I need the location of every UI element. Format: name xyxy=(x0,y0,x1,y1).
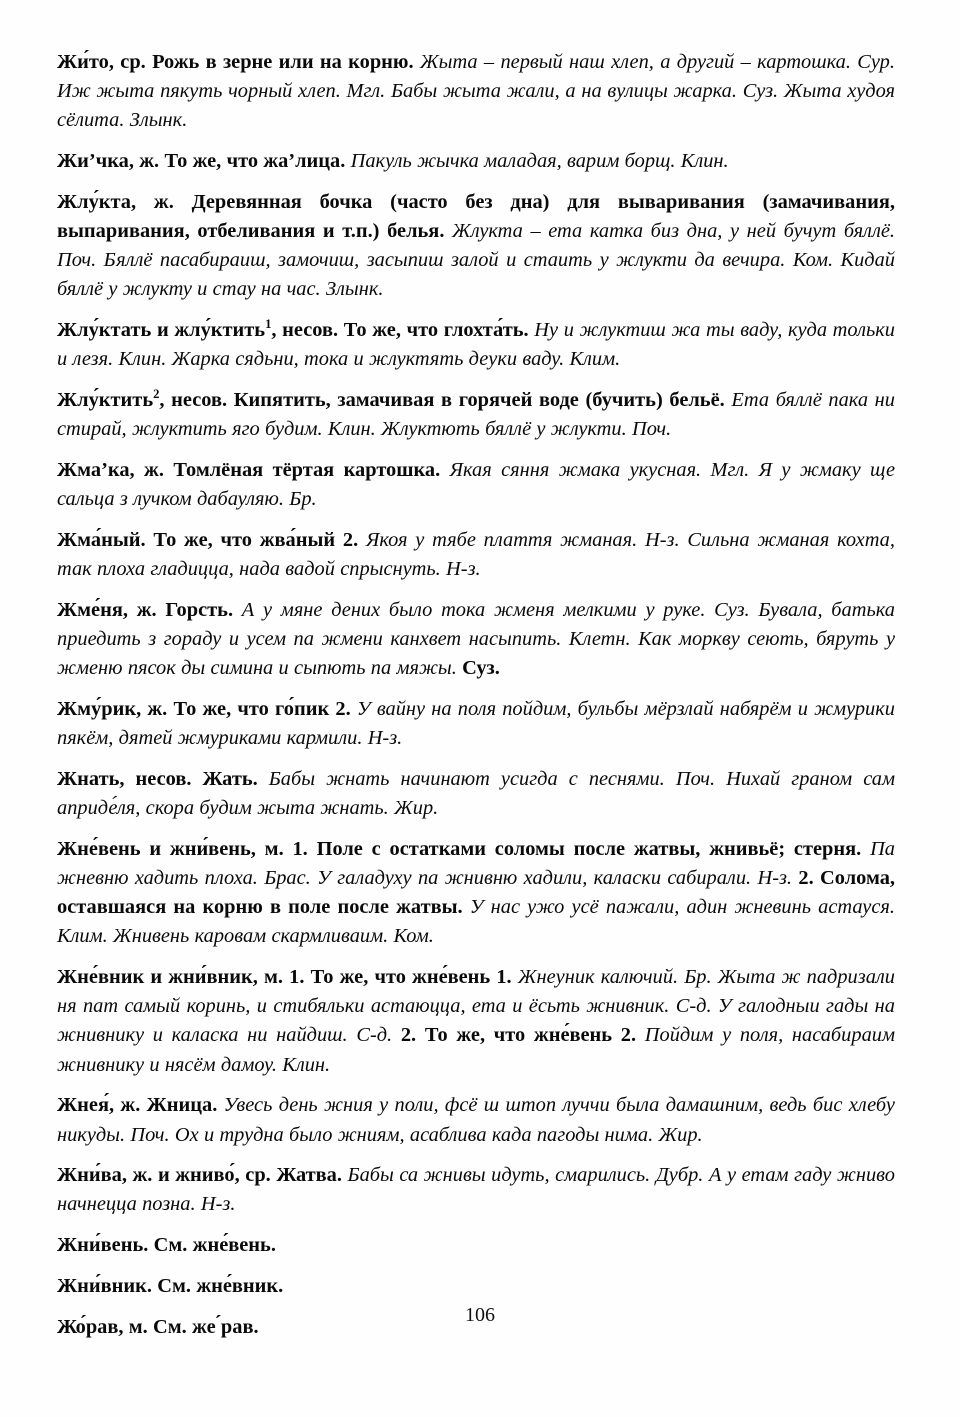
entry-definition: Горсть. xyxy=(165,598,234,621)
entry-headword: Жнать, несов. xyxy=(57,767,192,790)
entry-definition-sense-2: Солома, оставшаяся на корню в поле после жатвы. xyxy=(57,866,895,919)
dictionary-entry xyxy=(57,963,895,1080)
entry-headword: Жма’ка, ж. xyxy=(57,458,164,481)
dictionary-entry xyxy=(57,48,895,136)
entry-definition: Кипятить, замачивая в горячей воде (бучить) бельё. xyxy=(233,389,725,412)
dictionary-entry xyxy=(57,526,895,584)
entry-definition: Поле с остатками соломы после жатвы, жнивьё; стерня. xyxy=(316,837,862,860)
page-number: 106 xyxy=(465,1304,495,1326)
dictionary-entry xyxy=(57,765,895,823)
entry-definition: То же, что жа’лица. xyxy=(164,150,346,173)
entry-headword: Жни́ва, ж. и жниво́, ср. xyxy=(57,1164,271,1187)
entry-headword: Жни́вень. См. жне́вень. xyxy=(57,1234,276,1257)
dictionary-entry xyxy=(57,1091,895,1149)
entry-definition: Жница. xyxy=(146,1094,218,1117)
dictionary-entry xyxy=(57,1161,895,1219)
dictionary-entry xyxy=(57,456,895,514)
entry-citations: У вайну на поля пойдим, бульбы мёрзлай набярём и жмурики пякём, дятей жмуриками кармили. Н-з. xyxy=(57,697,895,750)
dictionary-entry xyxy=(57,316,895,374)
entry-definition: То же, что жне́вень 1. xyxy=(310,965,512,988)
entry-citations: Увесь день жния у поли, фсё ш штоп луччи была дамашним, ведь бис хлебу никуды. Поч. Ох и трудна было жниям, асаблива када пагоды нима. Жир. xyxy=(57,1094,895,1146)
dictionary-entry xyxy=(57,835,895,952)
entry-citations: Жнеуник калючий. Бр. Жыта ж падризали ня пат самый коринь, и стибяльки астаюцца, ета и ёсьть жнивник. С-д. У галодныи гады на жнивнику и каласка ни найдиш. С-д. xyxy=(57,965,895,1047)
entry-headword: Жне́вник и жни́вник, м. 1. xyxy=(57,965,305,988)
entry-citations: Ета бяллё пака ни стирай, жлуктить яго будим. Клин. Жлуктють бяллё у жлукти. Поч. xyxy=(57,389,895,441)
entry-definition: То же, что глохта́ть. xyxy=(343,319,529,342)
entry-headword-grammar: , несов. xyxy=(159,389,228,412)
dictionary-cross-reference xyxy=(57,1231,895,1260)
homograph-superscript: 2 xyxy=(153,387,160,402)
entry-headword: Жма́ный. xyxy=(57,528,146,551)
entry-headword-grammar: , несов. xyxy=(271,319,339,342)
entry-definition: То же, что го́пик 2. xyxy=(173,697,351,720)
entry-definition: Жатва. xyxy=(276,1164,342,1187)
entry-headword: Жи’чка, ж. xyxy=(57,150,160,173)
entry-citations-sense-2: У нас ужо усё пажали, адин жневинь астауся. Клим. Жнивень каровам скармливаим. Ком. xyxy=(57,896,895,948)
entry-citations: Якоя у тябе плаття жманая. Н-з. Сильна жманая кохта, так плоха гладицца, нада вадой спрыснуть. Н-з. xyxy=(57,528,895,581)
dictionary-entry xyxy=(57,695,895,753)
entry-headword: Жлу́ктить xyxy=(57,389,154,412)
entry-sense-number: 2. xyxy=(798,866,814,889)
entry-headword: Жме́ня, ж. xyxy=(57,598,157,621)
dictionary-entry xyxy=(57,386,895,444)
homograph-superscript: 1 xyxy=(265,317,272,332)
entry-definition: Томлёная тёртая картошка. xyxy=(173,458,441,481)
entry-headword: Жне́вень и жни́вень, м. 1. xyxy=(57,837,308,860)
entry-headword: Жни́вник. См. жне́вник. xyxy=(57,1274,284,1297)
entry-citations: Жлукта – ета катка биз дна, у ней бучут бяллё. Поч. Бяллё пасабираиш, замочиш, засыпиш залой и стаить у жлукти да вечира. Ком. Кидай бяллё у жлукту и стау на час. Злынк. xyxy=(57,220,895,301)
entry-citations: Пакуль жычка маладая, варим борщ. Клин. xyxy=(350,150,729,173)
entry-headword: Жнея́, ж. xyxy=(57,1094,141,1117)
entry-citations: Па жневню хадить плоха. Брас. У галадуху па жнивню хадили, каласки сабирали. Н-з. xyxy=(57,837,895,889)
entry-definition: То же, что жва́ный 2. xyxy=(153,528,359,551)
entry-citations: Ну и жлуктиш жа ты ваду, куда тольки и лезя. Клин. Жарка сядьни, тока и жлуктять деуки ваду. Клим. xyxy=(57,319,895,371)
entry-headword: Жо́рав, м. См. же ́рав. xyxy=(57,1315,259,1338)
entry-citations: Жыта – первый наш хлеп, а другий – картошка. Сур. Иж жыта пякуть чорный хлеп. Мгл. Бабы жыта жали, а на вулицы жарка. Суз. Жыта худоя сёлита. Злынк. xyxy=(57,51,895,132)
page-text-column xyxy=(57,48,895,1342)
entry-source-abbrev: Суз. xyxy=(462,657,500,680)
entry-headword: Жму́рик, ж. xyxy=(57,697,168,720)
entry-headword: Жлу́кта, ж. xyxy=(57,190,174,213)
dictionary-entry xyxy=(57,596,895,684)
entry-definition-sense-2: То же, что жне́вень 2. xyxy=(424,1024,637,1047)
entry-sense-number: 2. xyxy=(400,1024,417,1047)
entry-definition: Рожь в зерне или на корню. xyxy=(152,51,414,73)
dictionary-entry xyxy=(57,147,895,176)
entry-citations: Бабы са жнивы идуть, смарились. Дубр. А у етам гаду жниво начнецца позна. Н-з. xyxy=(57,1164,895,1216)
entry-citations-sense-2: Пойдим у поля, насабираим жнивнику и нясём дамоу. Клин. xyxy=(57,1024,895,1076)
entry-headword: Жи́то, ср. xyxy=(57,51,146,73)
entry-citations: Бабы жнать начинают усигда с песнями. Поч. Нихай граном сам априде́ля, скора будим жыта жнать. Жир. xyxy=(57,767,895,819)
entry-citations: Якая сяння жмака укусная. Мгл. Я у жмаку ще сальца з лучком дабауляю. Бр. xyxy=(57,458,895,511)
dictionary-cross-reference xyxy=(57,1272,895,1301)
entry-definition: Деревянная бочка (часто без дна) для вываривания (замачивания, выпаривания, отбеливания и т.п.) белья. xyxy=(57,190,895,243)
entry-citations: А у мяне дених было тока жменя мелкими у руке. Суз. Бувала, батька приедить з гораду и усем па жмени канхвет насыпить. Клетн. Как моркву сеють, бяруть у жменю пясок ды симина и сыпють па мяжы. xyxy=(57,598,895,680)
entry-headword: Жлу́ктать и жлу́ктить xyxy=(57,319,266,342)
dictionary-entry xyxy=(57,188,895,305)
entry-definition: Жать. xyxy=(202,767,258,790)
